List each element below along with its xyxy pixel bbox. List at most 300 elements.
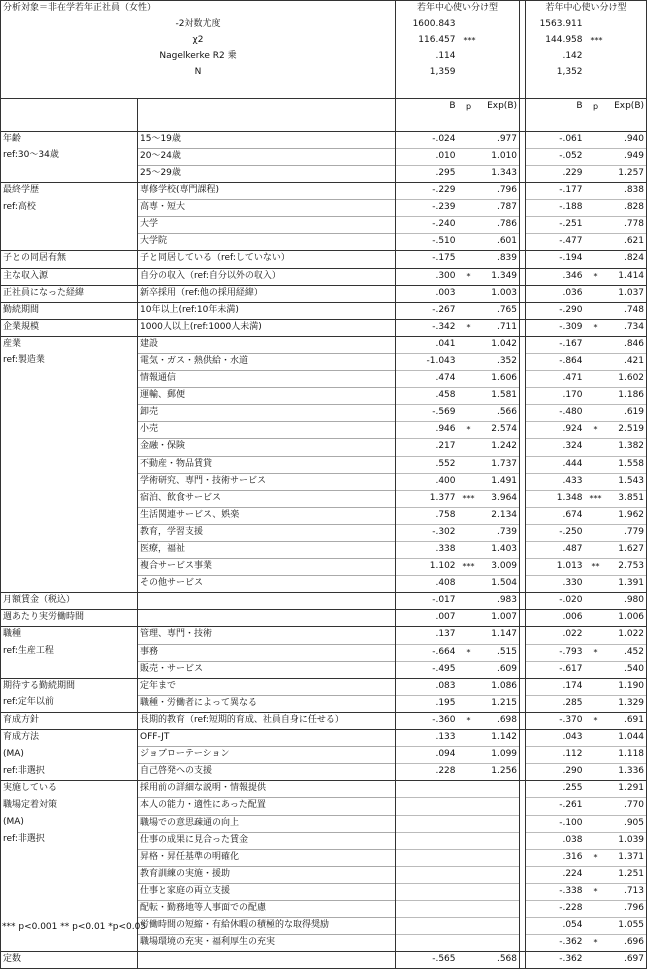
exp-b: .352 bbox=[480, 353, 520, 370]
coef bbox=[396, 883, 458, 900]
group-label: ref:非選択 bbox=[1, 832, 138, 849]
sig bbox=[458, 302, 480, 319]
group-label bbox=[1, 849, 138, 866]
sig bbox=[585, 730, 607, 747]
coef: .228 bbox=[396, 764, 458, 781]
sig bbox=[458, 405, 480, 422]
table-row bbox=[1, 678, 647, 695]
group-label: 最終学歴 bbox=[1, 183, 138, 200]
sig bbox=[458, 900, 480, 917]
coef: -.228 bbox=[526, 900, 585, 917]
stat-sig bbox=[458, 65, 520, 81]
exp-b: 1.190 bbox=[607, 678, 647, 695]
stat-value: 144.958 bbox=[545, 35, 583, 46]
table-row bbox=[1, 542, 647, 559]
coef: .229 bbox=[526, 165, 585, 182]
sig bbox=[585, 678, 607, 695]
sig bbox=[585, 952, 607, 969]
spacer-row bbox=[1, 115, 647, 132]
column-header-b: B bbox=[526, 98, 585, 115]
category-label bbox=[138, 610, 396, 627]
exp-b: .691 bbox=[607, 712, 647, 729]
category-label: 仕事の成果に見合った賃金 bbox=[138, 832, 396, 849]
table-row bbox=[1, 712, 647, 729]
category-label: 電気・ガス・熱供給・水道 bbox=[138, 353, 396, 370]
stat-value: .114 bbox=[396, 49, 458, 65]
exp-b: .765 bbox=[480, 302, 520, 319]
sig bbox=[458, 815, 480, 832]
sig bbox=[585, 542, 607, 559]
group-label bbox=[1, 234, 138, 251]
coef: -.194 bbox=[526, 251, 585, 268]
coef: .170 bbox=[526, 388, 585, 405]
coef: -.309 bbox=[526, 319, 585, 336]
coef: -1.043 bbox=[396, 353, 458, 370]
table-row bbox=[1, 165, 647, 182]
sig bbox=[585, 832, 607, 849]
coef: .487 bbox=[526, 542, 585, 559]
sig bbox=[585, 388, 607, 405]
group-label bbox=[1, 661, 138, 678]
coef: .316 bbox=[526, 849, 585, 866]
sig bbox=[585, 866, 607, 883]
category-label: 管理、専門・技術 bbox=[138, 627, 396, 644]
exp-b: .838 bbox=[607, 183, 647, 200]
group-label: (MA) bbox=[1, 815, 138, 832]
group-label bbox=[1, 405, 138, 422]
exp-b: 1.044 bbox=[607, 730, 647, 747]
spacer-cell bbox=[526, 115, 647, 132]
column-header-exp: Exp(B) bbox=[607, 98, 647, 115]
coef: .036 bbox=[526, 285, 585, 302]
exp-b: 1.382 bbox=[607, 439, 647, 456]
exp-b: 3.851 bbox=[607, 490, 647, 507]
exp-b: .786 bbox=[480, 217, 520, 234]
coef: -.250 bbox=[526, 524, 585, 541]
group-label: ref:高校 bbox=[1, 200, 138, 217]
exp-b: .949 bbox=[607, 148, 647, 165]
group-label: ref:製造業 bbox=[1, 353, 138, 370]
sig bbox=[585, 183, 607, 200]
exp-b: 1.291 bbox=[607, 781, 647, 798]
table-row bbox=[1, 183, 647, 200]
sig bbox=[585, 371, 607, 388]
group-label: 育成方法 bbox=[1, 730, 138, 747]
coef: 1.377 bbox=[396, 490, 458, 507]
exp-b: .796 bbox=[607, 900, 647, 917]
table-row bbox=[1, 866, 647, 883]
sig bbox=[585, 439, 607, 456]
sig bbox=[458, 764, 480, 781]
coef: -.167 bbox=[526, 336, 585, 353]
stat-row bbox=[1, 65, 647, 81]
exp-b: 1.037 bbox=[607, 285, 647, 302]
coef: -.495 bbox=[396, 661, 458, 678]
sig bbox=[458, 353, 480, 370]
sig: * bbox=[585, 883, 607, 900]
stat-row bbox=[1, 33, 647, 49]
sig: * bbox=[458, 422, 480, 439]
exp-b: 1.491 bbox=[480, 473, 520, 490]
category-label: 運輸、郵便 bbox=[138, 388, 396, 405]
exp-b: 1.215 bbox=[480, 695, 520, 712]
category-label: 教育訓練の実施・援助 bbox=[138, 866, 396, 883]
exp-b: 1.737 bbox=[480, 456, 520, 473]
coef: .224 bbox=[526, 866, 585, 883]
coef: 1.102 bbox=[396, 559, 458, 576]
sig bbox=[585, 764, 607, 781]
exp-b: 1.606 bbox=[480, 371, 520, 388]
coef: .300 bbox=[396, 268, 458, 285]
category-label: OFF-JT bbox=[138, 730, 396, 747]
exp-b: .621 bbox=[607, 234, 647, 251]
category-label: 事務 bbox=[138, 644, 396, 661]
category-label: 販売・サービス bbox=[138, 661, 396, 678]
exp-b: .779 bbox=[607, 524, 647, 541]
coef: .433 bbox=[526, 473, 585, 490]
sig bbox=[585, 234, 607, 251]
exp-b: 1.602 bbox=[607, 371, 647, 388]
sig bbox=[585, 593, 607, 610]
exp-b: 2.519 bbox=[607, 422, 647, 439]
stat-sig bbox=[458, 17, 520, 33]
coef: .006 bbox=[526, 610, 585, 627]
group-label bbox=[1, 439, 138, 456]
sig bbox=[585, 918, 607, 935]
coef: -.024 bbox=[396, 131, 458, 148]
category-label: 昇格・昇任基準の明確化 bbox=[138, 849, 396, 866]
exp-b: 2.134 bbox=[480, 507, 520, 524]
stat-sig: *** bbox=[463, 36, 476, 46]
category-label: 1000人以上(ref:1000人未満) bbox=[138, 319, 396, 336]
sig bbox=[585, 405, 607, 422]
table-row bbox=[1, 285, 647, 302]
exp-b: .787 bbox=[480, 200, 520, 217]
table-row bbox=[1, 935, 647, 952]
sig bbox=[585, 456, 607, 473]
table-row bbox=[1, 644, 647, 661]
coef: -.052 bbox=[526, 148, 585, 165]
stat-label: N bbox=[1, 65, 396, 81]
exp-b: 1.186 bbox=[607, 388, 647, 405]
sig bbox=[585, 900, 607, 917]
coef: .195 bbox=[396, 695, 458, 712]
group-label: 職種 bbox=[1, 627, 138, 644]
exp-b: .566 bbox=[480, 405, 520, 422]
coef: .133 bbox=[396, 730, 458, 747]
sig bbox=[458, 627, 480, 644]
category-label: 医療，福祉 bbox=[138, 542, 396, 559]
exp-b bbox=[480, 832, 520, 849]
category-label: 自分の収入（ref:自分以外の収入） bbox=[138, 268, 396, 285]
table-row bbox=[1, 730, 647, 747]
group-label: 子との同居有無 bbox=[1, 251, 138, 268]
table-row bbox=[1, 952, 647, 969]
coef bbox=[396, 849, 458, 866]
stat-value: 1,359 bbox=[396, 65, 458, 81]
column-header-b: B bbox=[396, 98, 458, 115]
coef bbox=[396, 866, 458, 883]
table-row bbox=[1, 319, 647, 336]
exp-b: 1.627 bbox=[607, 542, 647, 559]
exp-b: 1.256 bbox=[480, 764, 520, 781]
exp-b: .697 bbox=[607, 952, 647, 969]
sig bbox=[458, 781, 480, 798]
category-label: 金融・保険 bbox=[138, 439, 396, 456]
sig bbox=[585, 747, 607, 764]
spacer-cell bbox=[1, 115, 138, 132]
table-row bbox=[1, 302, 647, 319]
coef: -.477 bbox=[526, 234, 585, 251]
exp-b: 1.022 bbox=[607, 627, 647, 644]
coef: 1.348 bbox=[526, 490, 585, 507]
table-row bbox=[1, 405, 647, 422]
group-label: 正社員になった経緯 bbox=[1, 285, 138, 302]
exp-b: 1.039 bbox=[607, 832, 647, 849]
stat-sig bbox=[458, 49, 520, 65]
category-label: 宿泊、飲食サービス bbox=[138, 490, 396, 507]
exp-b: 3.964 bbox=[480, 490, 520, 507]
sig: *** bbox=[458, 490, 480, 507]
sig bbox=[585, 336, 607, 353]
exp-b: 1.414 bbox=[607, 268, 647, 285]
category-label: 長期的教育（ref:短期的育成、社員自身に任せる） bbox=[138, 712, 396, 729]
group-label bbox=[1, 900, 138, 917]
coef bbox=[396, 918, 458, 935]
group-label bbox=[1, 524, 138, 541]
sig bbox=[458, 524, 480, 541]
coef: -.362 bbox=[526, 935, 585, 952]
coef: .285 bbox=[526, 695, 585, 712]
group-label: ref:生産工程 bbox=[1, 644, 138, 661]
coef: .346 bbox=[526, 268, 585, 285]
sig: *** bbox=[585, 490, 607, 507]
sig bbox=[585, 353, 607, 370]
exp-b bbox=[480, 935, 520, 952]
sig bbox=[585, 148, 607, 165]
exp-b: 1.006 bbox=[607, 610, 647, 627]
group-label: 勤続期間 bbox=[1, 302, 138, 319]
category-label: ジョブローテーション bbox=[138, 747, 396, 764]
exp-b: .601 bbox=[480, 234, 520, 251]
coef: -.480 bbox=[526, 405, 585, 422]
sig: * bbox=[458, 644, 480, 661]
category-label bbox=[138, 952, 396, 969]
spacer-row bbox=[1, 81, 647, 98]
sig bbox=[458, 251, 480, 268]
group-label bbox=[1, 388, 138, 405]
sig bbox=[585, 524, 607, 541]
table-row bbox=[1, 695, 647, 712]
exp-b: 1.086 bbox=[480, 678, 520, 695]
category-label: 職場環境の充実・福利厚生の充実 bbox=[138, 935, 396, 952]
coef: -.020 bbox=[526, 593, 585, 610]
category-label: 採用前の詳細な説明・情報提供 bbox=[138, 781, 396, 798]
exp-b: 1.251 bbox=[607, 866, 647, 883]
sig bbox=[585, 798, 607, 815]
group-label: 企業規模 bbox=[1, 319, 138, 336]
coef: -.617 bbox=[526, 661, 585, 678]
category-label: 20～24歳 bbox=[138, 148, 396, 165]
category-label: 卸売 bbox=[138, 405, 396, 422]
sig bbox=[585, 576, 607, 593]
sig bbox=[585, 627, 607, 644]
group-label: 定数 bbox=[1, 952, 138, 969]
group-label bbox=[1, 217, 138, 234]
coef: .338 bbox=[396, 542, 458, 559]
column-header-p: p bbox=[458, 98, 480, 115]
coef bbox=[396, 935, 458, 952]
coef: -.342 bbox=[396, 319, 458, 336]
table-row bbox=[1, 336, 647, 353]
coef: .552 bbox=[396, 456, 458, 473]
coef: .408 bbox=[396, 576, 458, 593]
coef: .094 bbox=[396, 747, 458, 764]
sig bbox=[458, 918, 480, 935]
group-label bbox=[1, 165, 138, 182]
sig: * bbox=[585, 268, 607, 285]
category-label: 大学 bbox=[138, 217, 396, 234]
table-row bbox=[1, 490, 647, 507]
table-row bbox=[1, 456, 647, 473]
sig bbox=[458, 507, 480, 524]
group-label: 育成方針 bbox=[1, 712, 138, 729]
coef: -.338 bbox=[526, 883, 585, 900]
exp-b: .977 bbox=[480, 131, 520, 148]
group-label: ref:定年以前 bbox=[1, 695, 138, 712]
exp-b: .778 bbox=[607, 217, 647, 234]
table-row bbox=[1, 832, 647, 849]
category-label: 10年以上(ref:10年未満) bbox=[138, 302, 396, 319]
group-label: 実施している bbox=[1, 781, 138, 798]
coef: .290 bbox=[526, 764, 585, 781]
coef: .400 bbox=[396, 473, 458, 490]
exp-b: 1.118 bbox=[607, 747, 647, 764]
sig bbox=[458, 456, 480, 473]
sig bbox=[458, 439, 480, 456]
column-header-exp: Exp(B) bbox=[480, 98, 520, 115]
category-label: 職種・労働者によって異なる bbox=[138, 695, 396, 712]
coef: -.100 bbox=[526, 815, 585, 832]
coef: .083 bbox=[396, 678, 458, 695]
column-header-row bbox=[1, 98, 647, 115]
category-label: 不動産・物品賃貸 bbox=[138, 456, 396, 473]
exp-b: 1.391 bbox=[607, 576, 647, 593]
coef: -.240 bbox=[396, 217, 458, 234]
sig bbox=[458, 832, 480, 849]
exp-b bbox=[480, 798, 520, 815]
category-label bbox=[138, 593, 396, 610]
table-row bbox=[1, 473, 647, 490]
sig bbox=[458, 200, 480, 217]
sig bbox=[458, 952, 480, 969]
exp-b: .839 bbox=[480, 251, 520, 268]
coef: -.290 bbox=[526, 302, 585, 319]
sig bbox=[458, 336, 480, 353]
coef: -.864 bbox=[526, 353, 585, 370]
coef: .444 bbox=[526, 456, 585, 473]
coef: .458 bbox=[396, 388, 458, 405]
sig bbox=[585, 815, 607, 832]
sig: *** bbox=[458, 559, 480, 576]
exp-b: 1.142 bbox=[480, 730, 520, 747]
category-label: 職場での意思疎通の向上 bbox=[138, 815, 396, 832]
coef bbox=[396, 832, 458, 849]
coef bbox=[396, 815, 458, 832]
sig bbox=[458, 747, 480, 764]
exp-b: .515 bbox=[480, 644, 520, 661]
exp-b: .452 bbox=[607, 644, 647, 661]
sig bbox=[458, 730, 480, 747]
category-label: 15～19歳 bbox=[138, 131, 396, 148]
sig bbox=[458, 542, 480, 559]
stat-sig bbox=[585, 49, 647, 65]
exp-b: 2.574 bbox=[480, 422, 520, 439]
sig bbox=[458, 695, 480, 712]
table-row bbox=[1, 371, 647, 388]
exp-b: 1.055 bbox=[607, 918, 647, 935]
exp-b: 1.099 bbox=[480, 747, 520, 764]
coef: -.261 bbox=[526, 798, 585, 815]
coef: .003 bbox=[396, 285, 458, 302]
table-row bbox=[1, 251, 647, 268]
coef: .924 bbox=[526, 422, 585, 439]
category-label: 建設 bbox=[138, 336, 396, 353]
group-label bbox=[1, 371, 138, 388]
coef: .674 bbox=[526, 507, 585, 524]
group-label bbox=[1, 507, 138, 524]
group-label bbox=[1, 866, 138, 883]
stat-value: 1,352 bbox=[556, 67, 583, 78]
sig bbox=[585, 251, 607, 268]
exp-b bbox=[480, 781, 520, 798]
coef: .038 bbox=[526, 832, 585, 849]
group-label bbox=[1, 883, 138, 900]
category-label: 教育，学習支援 bbox=[138, 524, 396, 541]
table-row bbox=[1, 388, 647, 405]
header-row bbox=[1, 1, 647, 18]
coef: -.267 bbox=[396, 302, 458, 319]
exp-b: 1.558 bbox=[607, 456, 647, 473]
exp-b: .540 bbox=[607, 661, 647, 678]
coef: .758 bbox=[396, 507, 458, 524]
sig bbox=[585, 131, 607, 148]
exp-b: .619 bbox=[607, 405, 647, 422]
exp-b: .828 bbox=[607, 200, 647, 217]
table-row bbox=[1, 593, 647, 610]
exp-b: 1.343 bbox=[480, 165, 520, 182]
coef: -.569 bbox=[396, 405, 458, 422]
sig bbox=[458, 388, 480, 405]
sig bbox=[458, 148, 480, 165]
exp-b: .711 bbox=[480, 319, 520, 336]
exp-b: 1.147 bbox=[480, 627, 520, 644]
sig: * bbox=[585, 319, 607, 336]
sig bbox=[458, 798, 480, 815]
category-label: 25～29歳 bbox=[138, 165, 396, 182]
sig: * bbox=[585, 935, 607, 952]
category-label: 新卒採用（ref:他の採用経緯） bbox=[138, 285, 396, 302]
group-label: (MA) bbox=[1, 747, 138, 764]
coef: -.177 bbox=[526, 183, 585, 200]
exp-b: 1.336 bbox=[607, 764, 647, 781]
coef: -.175 bbox=[396, 251, 458, 268]
coef: -.793 bbox=[526, 644, 585, 661]
sig bbox=[585, 285, 607, 302]
exp-b: .698 bbox=[480, 712, 520, 729]
table-row bbox=[1, 353, 647, 370]
exp-b: .748 bbox=[607, 302, 647, 319]
